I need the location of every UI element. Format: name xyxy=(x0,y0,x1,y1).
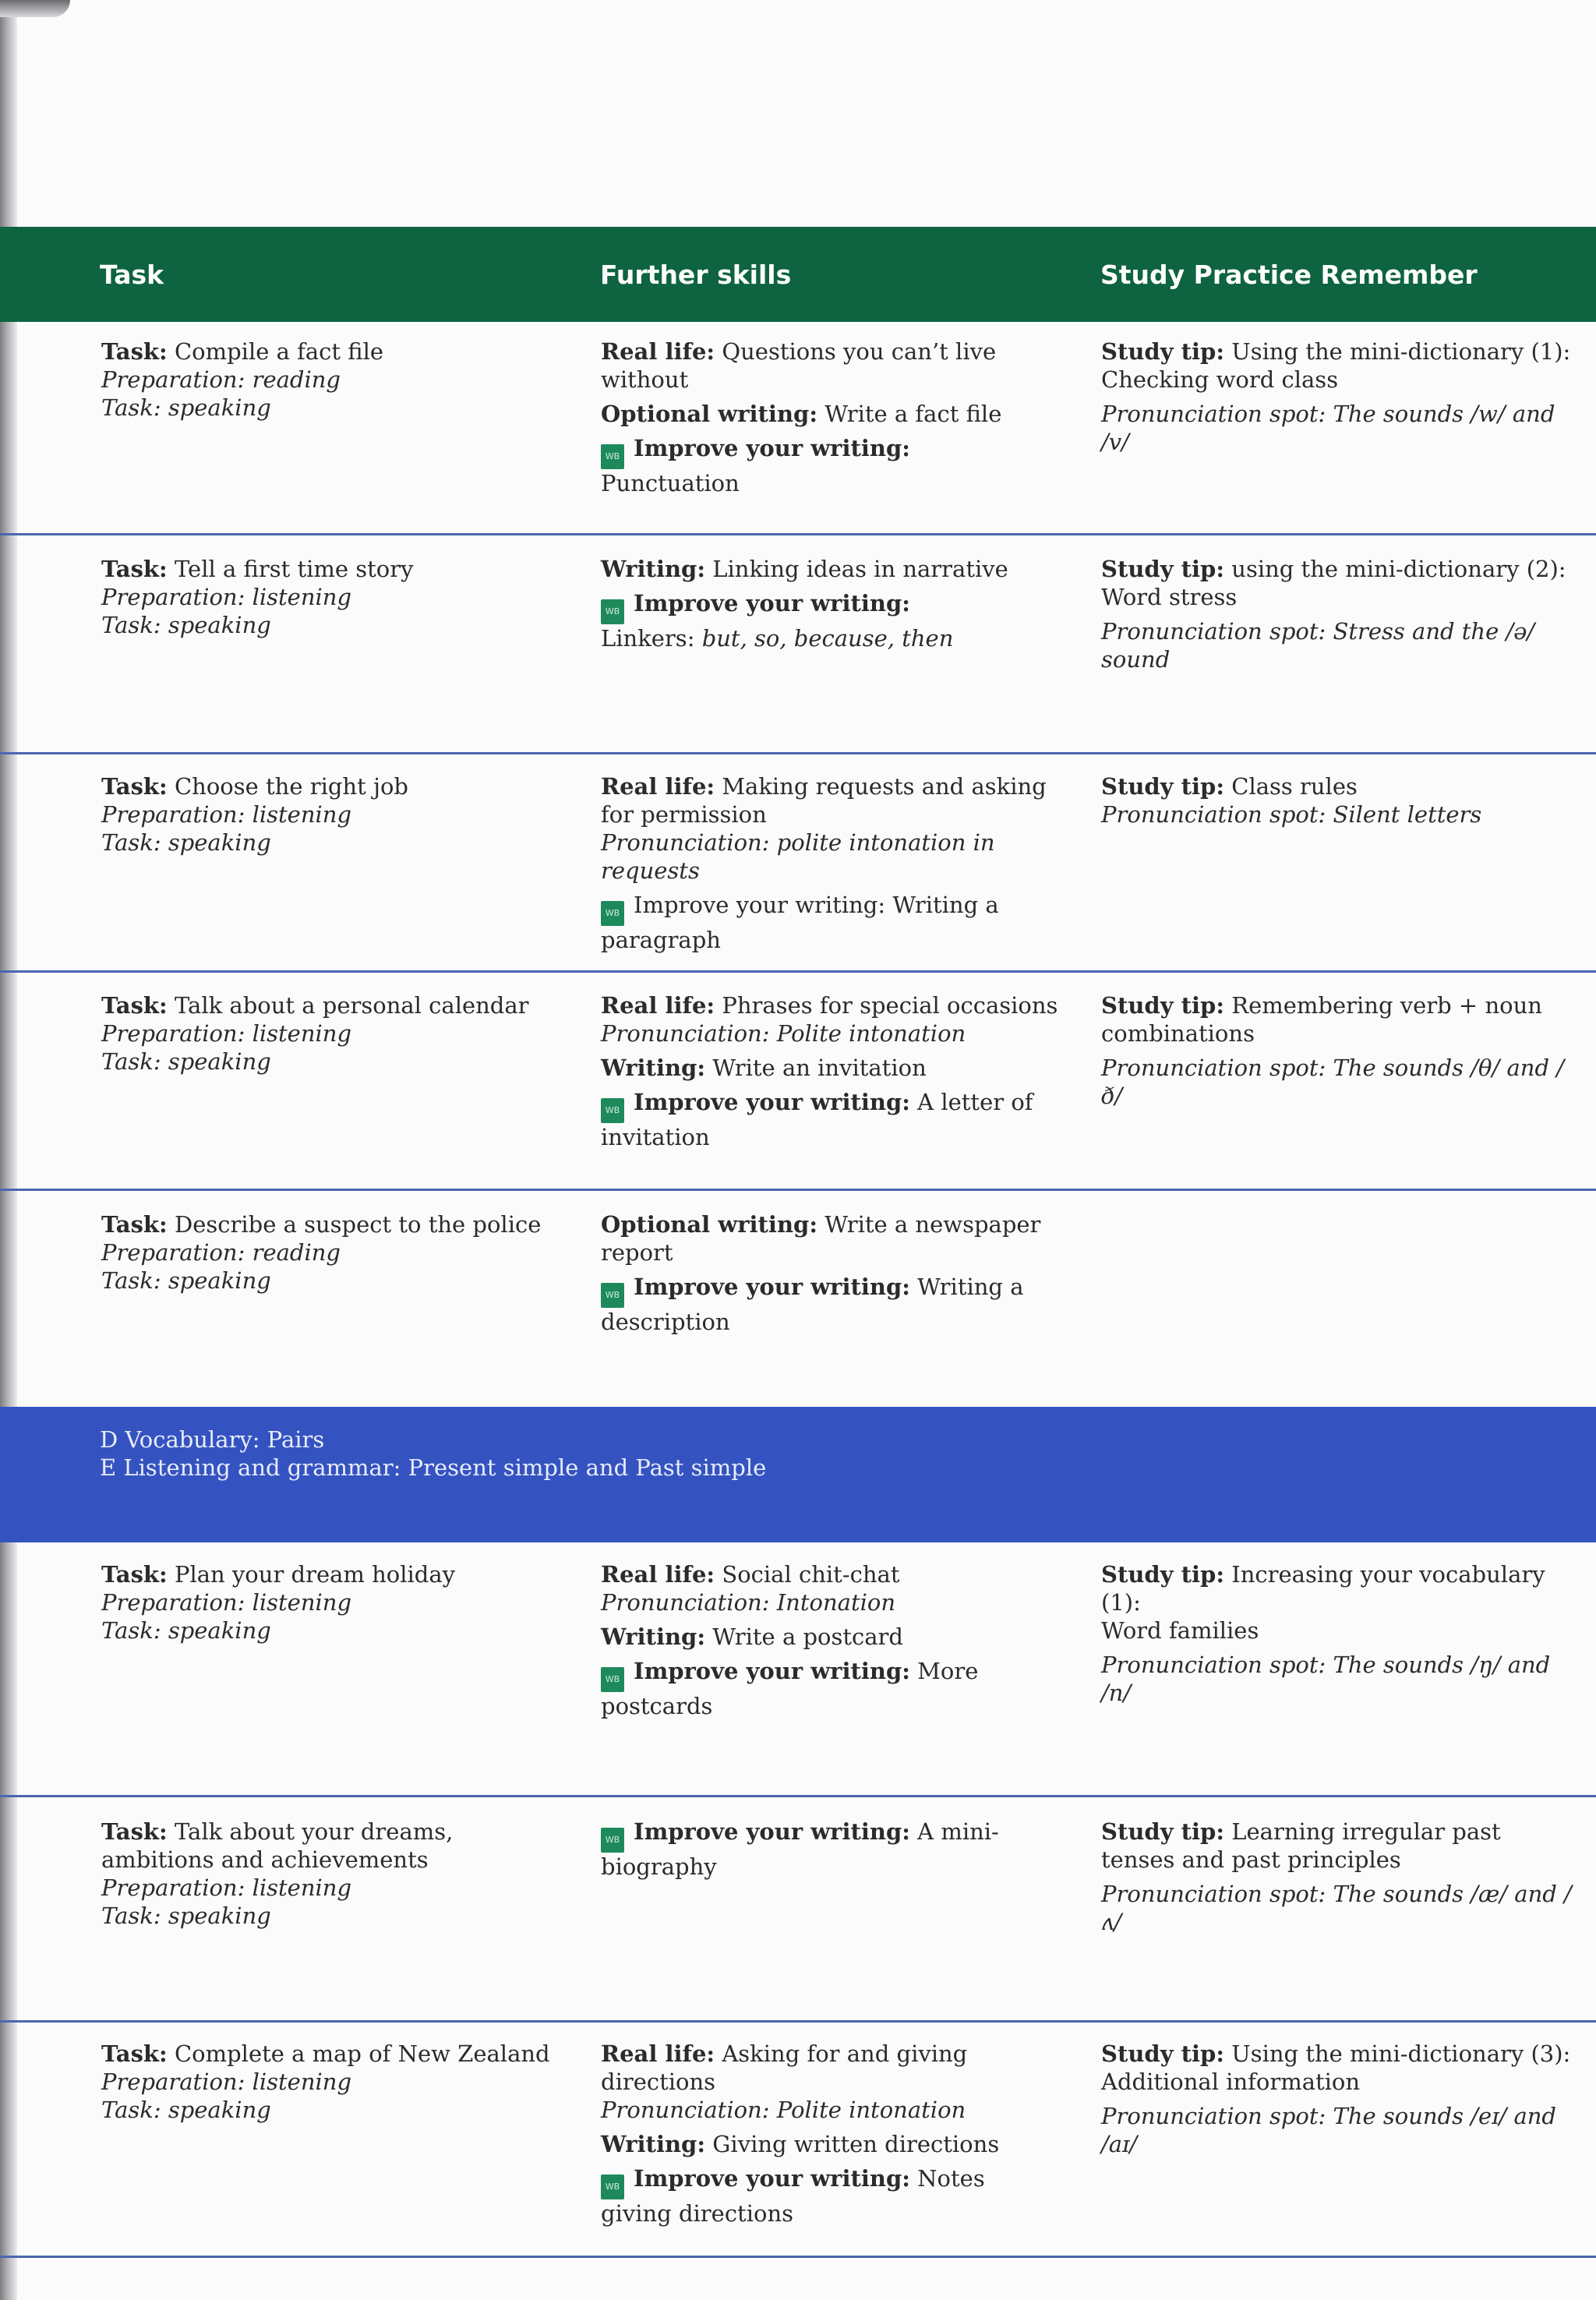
section-band xyxy=(0,1407,1596,1542)
task-cell: Task: Talk about a personal calendar Preparation: listening Task: speaking xyxy=(101,992,529,1075)
study-cell: Study tip: using the mini-dictionary (2): Word stress Pronunciation spot: Stress and the /ə/ sound xyxy=(1101,556,1566,673)
study-cell: Study tip: Remembering verb + noun combinations Pronunciation spot: The sounds /θ/ and /ð/ xyxy=(1101,992,1565,1109)
task-cell: Task: Compile a fact file Preparation: reading Task: speaking xyxy=(101,338,384,421)
further-skills-cell: Real life: Questions you can’t live without Optional writing: Write a fact file WB Improve your writing: Punctuation xyxy=(601,338,1002,496)
row-divider xyxy=(0,752,1596,754)
workbook-icon: WB xyxy=(601,1667,624,1692)
task-cell: Task: Tell a first time story Preparation: listening Task: speaking xyxy=(101,556,414,638)
workbook-icon: WB xyxy=(601,1098,624,1123)
study-cell: Study tip: Using the mini-dictionary (3): Additional information Pronunciation spot: The sounds /eɪ/ and /aɪ/ xyxy=(1101,2040,1571,2157)
study-cell: Study tip: Learning irregular past tenses and past principles Pronunciation spot: The sounds /æ/ and /ʌ/ xyxy=(1101,1818,1572,1935)
workbook-icon: WB xyxy=(601,1828,624,1853)
row-divider xyxy=(0,2020,1596,2023)
further-skills-cell: Real life: Social chit-chat Pronunciation: Intonation Writing: Write a postcard WB Improve your writing: More postcards xyxy=(601,1561,979,1719)
row-divider xyxy=(0,2256,1596,2258)
row-divider xyxy=(0,970,1596,973)
task-cell: Task: Plan your dream holiday Preparation: listening Task: speaking xyxy=(101,1561,456,1644)
further-skills-cell: Real life: Asking for and giving directions Pronunciation: Polite intonation Writing: Giving written directions WB Improve your writing: Notes giving directions xyxy=(601,2040,1000,2227)
task-cell: Task: Choose the right job Preparation: listening Task: speaking xyxy=(101,773,408,856)
further-skills-cell: Optional writing: Write a newspaper report WB Improve your writing: Writing a description xyxy=(601,1211,1041,1335)
row-divider xyxy=(0,1795,1596,1797)
further-skills-cell: Writing: Linking ideas in narrative WB Improve your writing: Linkers: but, so, because, then xyxy=(601,556,1008,652)
table-header xyxy=(0,227,1596,322)
task-cell: Task: Talk about your dreams, ambitions and achievements Preparation: listening Task: speaking xyxy=(101,1818,454,1929)
further-skills-cell: Real life: Phrases for special occasions Pronunciation: Polite intonation Writing: Write an invitation WB Improve your writing: A letter of invitation xyxy=(601,992,1058,1150)
band-line-vocabulary: D Vocabulary: Pairs xyxy=(100,1426,325,1453)
study-cell: Study tip: Class rules Pronunciation spot: Silent letters xyxy=(1101,773,1482,828)
workbook-icon: WB xyxy=(601,444,624,469)
header-task: Task xyxy=(100,259,164,290)
further-skills-cell: Real life: Making requests and asking for permission Pronunciation: polite intonation in requests WB Improve your writing: Writing a paragraph xyxy=(601,773,1047,953)
band-line-listening: E Listening and grammar: Present simple and Past simple xyxy=(100,1454,767,1481)
workbook-icon: WB xyxy=(601,2175,624,2199)
study-cell: Study tip: Using the mini-dictionary (1): Checking word class Pronunciation spot: The sounds /w/ and /v/ xyxy=(1101,338,1571,455)
workbook-icon: WB xyxy=(601,1283,624,1308)
further-skills-cell: WB Improve your writing: A mini- biography xyxy=(601,1818,999,1880)
header-study: Study Practice Remember xyxy=(1100,259,1478,290)
workbook-icon: WB xyxy=(601,599,624,624)
header-further-skills: Further skills xyxy=(600,259,792,290)
task-cell: Task: Complete a map of New Zealand Preparation: listening Task: speaking xyxy=(101,2040,550,2123)
row-divider xyxy=(0,533,1596,535)
row-divider xyxy=(0,1189,1596,1191)
workbook-icon: WB xyxy=(601,901,624,926)
task-cell: Task: Describe a suspect to the police Preparation: reading Task: speaking xyxy=(101,1211,542,1294)
study-cell: Study tip: Increasing your vocabulary (1): Word families Pronunciation spot: The sounds /ŋ/ and /n/ xyxy=(1101,1561,1551,1706)
